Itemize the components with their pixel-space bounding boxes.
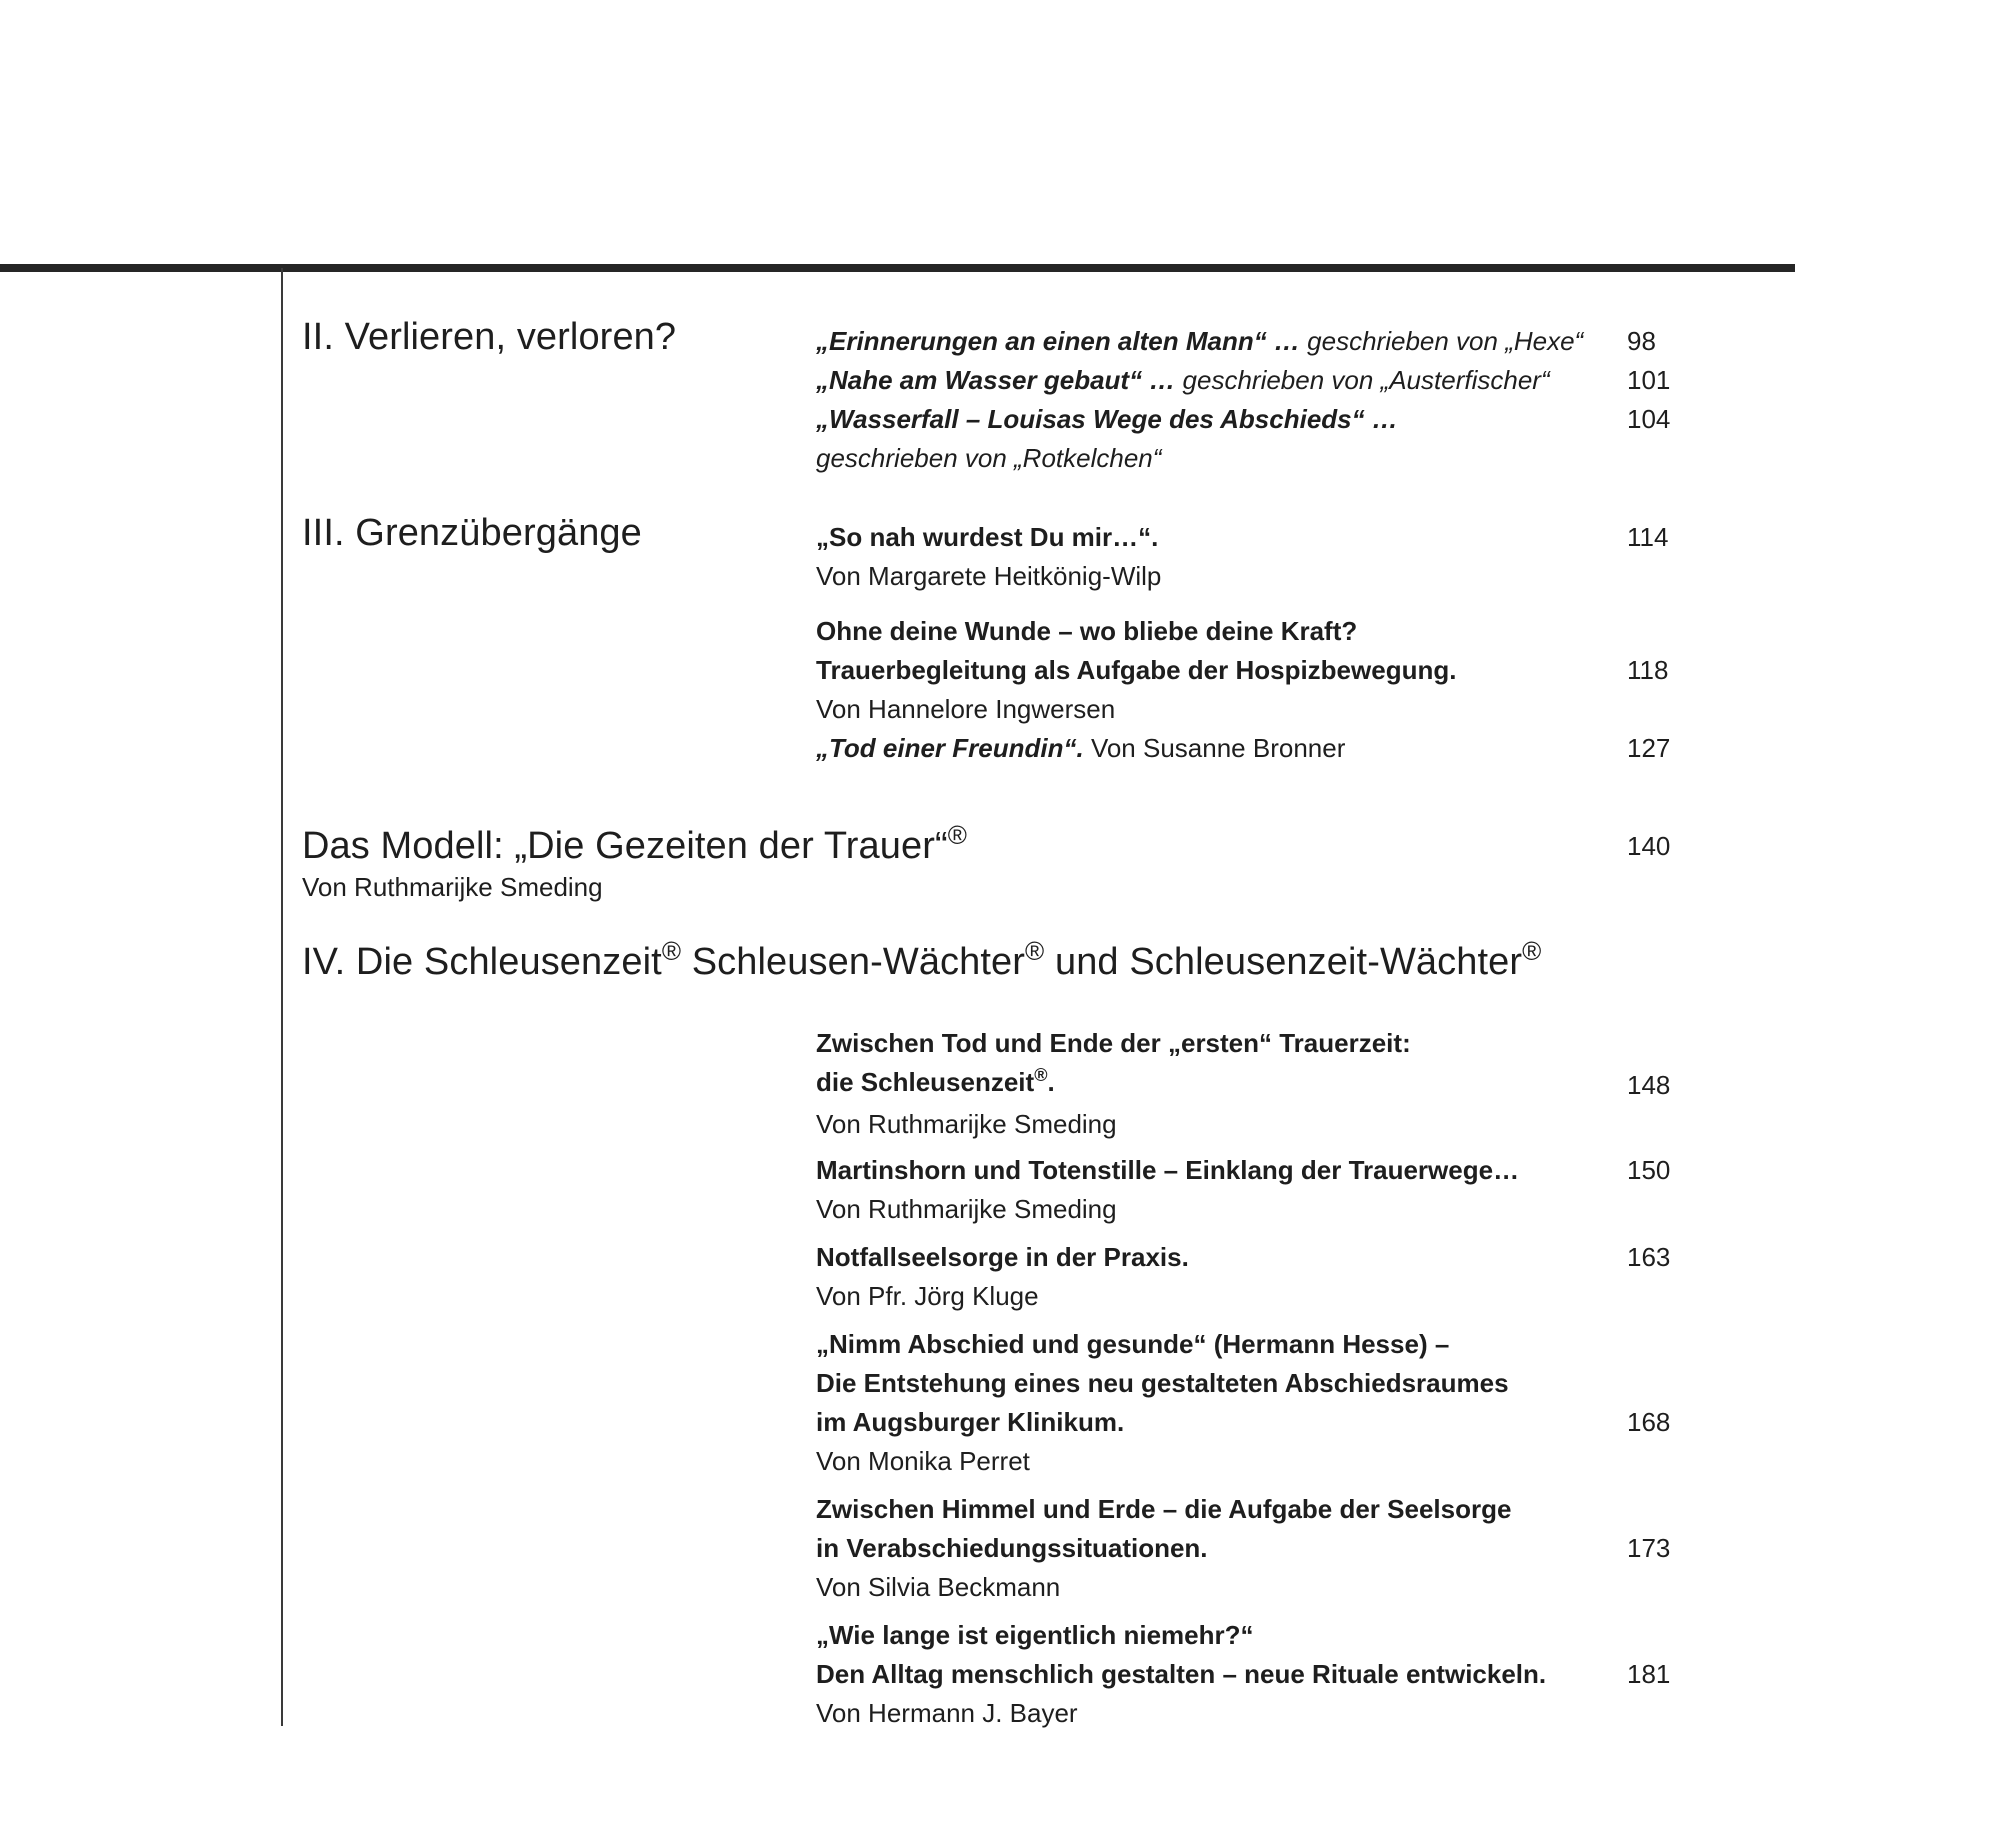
page-number: 127	[1627, 733, 1671, 763]
entry-author: Von Ruthmarijke Smeding	[302, 872, 603, 902]
entry-title: Martinshorn und Totenstille – Einklang der Trauerwege…	[816, 1155, 1520, 1185]
title-part: IV. Die Schleusenzeit	[302, 941, 662, 983]
entry-title: „Nimm Abschied und gesunde“ (Hermann Hesse) –	[816, 1329, 1450, 1359]
entry-author: Von Ruthmarijke Smeding	[816, 1194, 1117, 1224]
page-number: 163	[1627, 1242, 1671, 1272]
title-part: und Schleusenzeit-Wächter	[1044, 941, 1523, 983]
toc-entry-title	[816, 328, 1583, 354]
entry-author: Von Susanne Bronner	[1083, 733, 1346, 763]
entry-title: Zwischen Himmel und Erde – die Aufgabe der Seelsorge	[816, 1494, 1512, 1524]
page-number: 104	[1627, 404, 1671, 434]
entry-author: Von Hannelore Ingwersen	[816, 694, 1116, 724]
registered-mark: ®	[947, 820, 967, 850]
entry-author: geschrieben von „Austerfischer“	[1175, 365, 1550, 395]
section-heading-iii: III. Grenzübergänge	[302, 512, 642, 554]
entry-author: Von Pfr. Jörg Kluge	[816, 1281, 1039, 1311]
page-number: 140	[1627, 831, 1671, 861]
toc-entry-title	[816, 1065, 1055, 1097]
page-number: 168	[1627, 1407, 1671, 1437]
page-number: 114	[1627, 522, 1669, 552]
page-number: 150	[1627, 1155, 1671, 1185]
entry-title: Den Alltag menschlich gestalten – neue Rituale entwickeln.	[816, 1659, 1547, 1689]
section-heading-ii: II. Verlieren, verloren?	[302, 316, 677, 358]
entry-title: „Wie lange ist eigentlich niemehr?“	[816, 1620, 1254, 1650]
toc-entry-title	[816, 367, 1550, 393]
page-number: 98	[1627, 326, 1656, 356]
entry-title: Ohne deine Wunde – wo bliebe deine Kraft?	[816, 616, 1358, 646]
page-number: 148	[1627, 1070, 1671, 1100]
title-part: Schleusen-Wächter	[681, 941, 1026, 983]
registered-mark: ®	[661, 936, 682, 966]
registered-mark: ®	[1025, 936, 1045, 966]
entry-author: Von Ruthmarijke Smeding	[816, 1109, 1117, 1139]
entry-title: „So nah wurdest Du mir…“.	[816, 522, 1159, 552]
entry-title: im Augsburger Klinikum.	[816, 1407, 1125, 1437]
entry-title: „Wasserfall – Louisas Wege des Abschieds“ …	[816, 404, 1398, 434]
top-rule	[0, 264, 1795, 272]
entry-author: Von Silvia Beckmann	[816, 1572, 1061, 1602]
page-number: 181	[1627, 1659, 1671, 1689]
registered-mark: ®	[1034, 1065, 1048, 1085]
entry-title: Zwischen Tod und Ende der „ersten“ Trauerzeit:	[816, 1028, 1411, 1058]
entry-title: „Tod einer Freundin“.	[816, 733, 1084, 763]
page-number: 101	[1627, 365, 1671, 395]
entry-title: die Schleusenzeit	[816, 1067, 1035, 1097]
entry-author: Von Margarete Heitkönig-Wilp	[816, 561, 1162, 591]
entry-author: geschrieben von „Hexe“	[1299, 326, 1584, 356]
entry-author: geschrieben von „Rotkelchen“	[816, 443, 1162, 473]
entry-title: „Nahe am Wasser gebaut“ …	[816, 365, 1176, 395]
section-heading-iv	[302, 936, 1542, 983]
entry-author: Von Hermann J. Bayer	[816, 1698, 1078, 1728]
entry-title: in Verabschiedungssituationen.	[816, 1533, 1208, 1563]
entry-title-end: .	[1047, 1067, 1055, 1097]
entry-title: Notfallseelsorge in der Praxis.	[816, 1242, 1189, 1272]
model-title: Das Modell: „Die Gezeiten der Trauer“	[302, 825, 948, 867]
entry-title: „Erinnerungen an einen alten Mann“ …	[816, 326, 1300, 356]
entry-title: Die Entstehung eines neu gestalteten Abschiedsraumes	[816, 1368, 1509, 1398]
entry-title: Trauerbegleitung als Aufgabe der Hospizbewegung.	[816, 655, 1457, 685]
left-margin-rule	[281, 268, 283, 1726]
entry-author: Von Monika Perret	[816, 1446, 1030, 1476]
section-heading-model	[302, 820, 967, 867]
registered-mark: ®	[1522, 936, 1542, 966]
page-number: 173	[1627, 1533, 1671, 1563]
page-number: 118	[1627, 655, 1669, 685]
toc-entry-title	[816, 735, 1345, 761]
